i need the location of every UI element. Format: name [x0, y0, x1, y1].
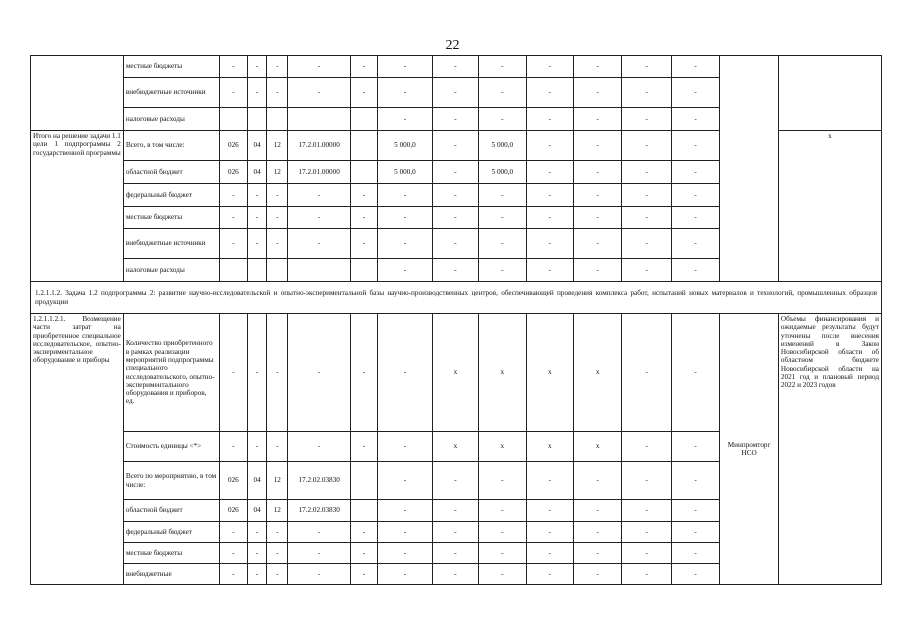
table-cell: -: [350, 56, 377, 78]
table-cell: -: [267, 432, 288, 462]
table-cell: [248, 108, 267, 131]
row-label: местные бюджеты: [123, 207, 219, 229]
table-cell: -: [622, 432, 671, 462]
table-cell: -: [248, 184, 267, 207]
table-cell: [350, 131, 377, 161]
table-cell: -: [671, 78, 719, 108]
table-cell: -: [671, 314, 719, 432]
table-cell: -: [479, 184, 526, 207]
table-cell: -: [526, 500, 573, 522]
table-cell: -: [267, 78, 288, 108]
table-cell: -: [350, 78, 377, 108]
row-label: местные бюджеты: [123, 56, 219, 78]
table-cell: -: [574, 131, 622, 161]
table-cell: [288, 259, 351, 282]
table-cell: -: [288, 314, 351, 432]
table-cell: -: [526, 184, 573, 207]
table-cell: -: [479, 229, 526, 259]
table-row: [31, 56, 882, 78]
table-cell: -: [574, 184, 622, 207]
table-cell: -: [288, 56, 351, 78]
table-cell: -: [432, 229, 478, 259]
table-cell: 17.2.02.03830: [288, 500, 351, 522]
table-cell: -: [671, 462, 719, 500]
table-cell: -: [671, 56, 719, 78]
table-cell: 12: [267, 462, 288, 500]
table-cell: -: [526, 564, 573, 585]
task-band-row: [31, 282, 882, 314]
table-cell: [350, 259, 377, 282]
table-cell: -: [526, 56, 573, 78]
table-cell: -: [526, 229, 573, 259]
table-cell: -: [267, 207, 288, 229]
table-cell: х: [526, 432, 573, 462]
table-cell: -: [219, 543, 247, 564]
table-cell: -: [219, 564, 247, 585]
row-label: федеральный бюджет: [123, 184, 219, 207]
table-cell: -: [378, 207, 433, 229]
table-cell: -: [432, 543, 478, 564]
table-cell: -: [378, 543, 433, 564]
table-cell: -: [248, 314, 267, 432]
table-cell: -: [479, 259, 526, 282]
table-cell: -: [350, 229, 377, 259]
row-label: Всего по мероприятию, в том числе:: [123, 462, 219, 500]
table-cell: -: [671, 432, 719, 462]
block2-note: х: [778, 131, 881, 282]
row-label: местные бюджеты: [123, 543, 219, 564]
table-cell: -: [479, 522, 526, 543]
table-cell: -: [378, 184, 433, 207]
table-cell: -: [526, 78, 573, 108]
table-cell: -: [432, 78, 478, 108]
table-cell: [248, 259, 267, 282]
table-cell: -: [479, 56, 526, 78]
table-cell: х: [526, 314, 573, 432]
table-cell: -: [622, 161, 671, 184]
block2-title: Итого на решение задачи 1.1 цели 1 подпрограммы 2 государственной программы: [31, 131, 124, 282]
page-number: 22: [445, 38, 460, 53]
table-cell: -: [350, 314, 377, 432]
table-cell: -: [574, 522, 622, 543]
table-cell: -: [288, 207, 351, 229]
table-cell: -: [350, 184, 377, 207]
table-cell: 5 000,0: [479, 161, 526, 184]
table-cell: -: [219, 229, 247, 259]
table-cell: [219, 108, 247, 131]
table-cell: -: [378, 500, 433, 522]
table-cell: -: [378, 229, 433, 259]
table-cell: -: [248, 564, 267, 585]
table-cell: х: [479, 432, 526, 462]
table-cell: -: [671, 229, 719, 259]
table-cell: -: [378, 462, 433, 500]
table-cell: -: [378, 78, 433, 108]
table-cell: -: [574, 229, 622, 259]
table-cell: -: [219, 432, 247, 462]
table-cell: -: [288, 543, 351, 564]
table-cell: -: [622, 500, 671, 522]
table-cell: -: [574, 543, 622, 564]
table-cell: -: [378, 522, 433, 543]
table-cell: 04: [248, 131, 267, 161]
table-cell: -: [267, 564, 288, 585]
table-cell: 026: [219, 131, 247, 161]
table-cell: 17.2.01.00000: [288, 131, 351, 161]
table-cell: -: [267, 522, 288, 543]
finance-table: [30, 55, 882, 585]
table-cell: -: [267, 314, 288, 432]
table-cell: -: [219, 522, 247, 543]
table-cell: -: [671, 500, 719, 522]
table-cell: -: [350, 564, 377, 585]
table-cell: -: [219, 207, 247, 229]
table-cell: -: [671, 108, 719, 131]
table-cell: -: [526, 522, 573, 543]
table-cell: 5 000,0: [378, 131, 433, 161]
row-label: налоговые расходы: [123, 108, 219, 131]
table-cell: -: [267, 56, 288, 78]
table-cell: -: [432, 56, 478, 78]
table-cell: -: [622, 131, 671, 161]
table-cell: -: [248, 229, 267, 259]
table-cell: [350, 500, 377, 522]
table-cell: -: [378, 108, 433, 131]
table-cell: х: [479, 314, 526, 432]
table-cell: -: [432, 462, 478, 500]
table-cell: х: [574, 432, 622, 462]
block3-title: 1.2.1.1.2.1. Возмещение части затрат на приобретенное специальное исследовательское, опытно-экспериментальное оборудование и приборы: [31, 314, 124, 585]
table-cell: -: [671, 207, 719, 229]
table-cell: [219, 259, 247, 282]
table-cell: -: [671, 131, 719, 161]
table-cell: -: [479, 78, 526, 108]
table-cell: [288, 108, 351, 131]
table-cell: 17.2.01.00000: [288, 161, 351, 184]
table-cell: -: [248, 78, 267, 108]
table-cell: -: [432, 522, 478, 543]
table-cell: -: [622, 564, 671, 585]
table-cell: -: [288, 78, 351, 108]
table-cell: -: [378, 432, 433, 462]
table-cell: -: [350, 207, 377, 229]
table-cell: -: [622, 543, 671, 564]
table-row: [31, 314, 882, 432]
table-cell: -: [574, 500, 622, 522]
row-label: Стоимость единицы <*>: [123, 432, 219, 462]
table-cell: -: [350, 543, 377, 564]
table-cell: -: [574, 462, 622, 500]
table-cell: -: [432, 500, 478, 522]
table-cell: -: [622, 229, 671, 259]
table-cell: -: [574, 207, 622, 229]
table-cell: -: [432, 207, 478, 229]
table-cell: х: [432, 432, 478, 462]
table-cell: -: [671, 161, 719, 184]
table-cell: -: [350, 522, 377, 543]
table-cell: х: [574, 314, 622, 432]
row-label: внебюджетные: [123, 564, 219, 585]
table-cell: -: [479, 500, 526, 522]
table-cell: -: [574, 259, 622, 282]
table-cell: -: [479, 207, 526, 229]
table-cell: -: [248, 543, 267, 564]
table-cell: -: [248, 432, 267, 462]
table-cell: 04: [248, 462, 267, 500]
table-cell: -: [378, 259, 433, 282]
table-cell: -: [267, 184, 288, 207]
table-cell: -: [574, 564, 622, 585]
row-label: областной бюджет: [123, 161, 219, 184]
table-cell: -: [671, 259, 719, 282]
row-label: налоговые расходы: [123, 259, 219, 282]
table-cell: [350, 462, 377, 500]
table-cell: -: [526, 161, 573, 184]
table-cell: 04: [248, 500, 267, 522]
table-cell: -: [622, 462, 671, 500]
table-cell: -: [526, 108, 573, 131]
table-cell: -: [526, 207, 573, 229]
row-label: внебюджетные источники: [123, 78, 219, 108]
table-cell: 026: [219, 500, 247, 522]
table-cell: -: [432, 259, 478, 282]
row-label: областной бюджет: [123, 500, 219, 522]
table-cell: -: [350, 432, 377, 462]
table-cell: -: [288, 229, 351, 259]
block1-executor-cell: [720, 56, 779, 282]
table-cell: -: [622, 259, 671, 282]
table-cell: 026: [219, 161, 247, 184]
table-cell: -: [479, 564, 526, 585]
table-cell: -: [378, 564, 433, 585]
table-cell: -: [378, 314, 433, 432]
table-cell: -: [622, 108, 671, 131]
table-cell: -: [622, 207, 671, 229]
table-cell: -: [267, 229, 288, 259]
table-cell: [350, 108, 377, 131]
block1-note-cell: [778, 56, 881, 131]
table-cell: -: [671, 543, 719, 564]
table-cell: -: [622, 56, 671, 78]
table-cell: -: [288, 564, 351, 585]
table-cell: -: [526, 543, 573, 564]
table-cell: 12: [267, 161, 288, 184]
table-cell: [267, 108, 288, 131]
table-cell: -: [479, 543, 526, 564]
table-cell: -: [267, 543, 288, 564]
table-cell: -: [248, 522, 267, 543]
table-cell: -: [432, 564, 478, 585]
table-cell: [350, 161, 377, 184]
table-cell: -: [526, 259, 573, 282]
table-cell: -: [432, 184, 478, 207]
table-cell: -: [432, 161, 478, 184]
table-cell: -: [622, 522, 671, 543]
table-cell: -: [574, 56, 622, 78]
table-cell: 5 000,0: [479, 131, 526, 161]
table-cell: -: [432, 131, 478, 161]
table-cell: -: [671, 184, 719, 207]
table-cell: -: [526, 131, 573, 161]
block1-title-cell: [31, 56, 124, 131]
table-cell: 04: [248, 161, 267, 184]
table-cell: 5 000,0: [378, 161, 433, 184]
table-cell: -: [479, 108, 526, 131]
row-label: Количество приобретенного в рамках реализации мероприятий подпрограммы специального исследовательского, опытно-экспериментального оборудования и приборов, ед.: [123, 314, 219, 432]
table-cell: -: [219, 184, 247, 207]
block3-note: Объемы финансирования и ожидаемые результаты будут уточнены после внесения изменений в Закон Новосибирской области об областном бюджете Новосибирской области на 2021 год и плановый период 2022 и 2023 годов: [778, 314, 881, 585]
table-cell: -: [219, 78, 247, 108]
table-cell: -: [288, 432, 351, 462]
table-cell: -: [526, 462, 573, 500]
table-cell: -: [479, 462, 526, 500]
table-cell: -: [622, 78, 671, 108]
table-cell: -: [432, 108, 478, 131]
table-cell: -: [219, 314, 247, 432]
row-label: федеральный бюджет: [123, 522, 219, 543]
table-cell: -: [622, 184, 671, 207]
table-cell: -: [288, 184, 351, 207]
table-cell: х: [432, 314, 478, 432]
table-cell: 12: [267, 131, 288, 161]
block3-executor: Минпромторг НСО: [720, 314, 779, 585]
table-cell: 17.2.02.03830: [288, 462, 351, 500]
table-cell: 12: [267, 500, 288, 522]
table-cell: -: [248, 207, 267, 229]
table-cell: 026: [219, 462, 247, 500]
table-cell: -: [574, 161, 622, 184]
table-cell: -: [671, 564, 719, 585]
table-cell: -: [574, 108, 622, 131]
table-cell: -: [378, 56, 433, 78]
table-cell: -: [671, 522, 719, 543]
row-label: Всего, в том числе:: [123, 131, 219, 161]
table-cell: -: [219, 56, 247, 78]
table-cell: -: [622, 314, 671, 432]
table-cell: [267, 259, 288, 282]
table-cell: -: [248, 56, 267, 78]
task-band: 1.2.1.1.2. Задача 1.2 подпрограммы 2: развитие научно-исследовательской и опытно-экспериментальной базы научно-производственных центров, обеспечивающей проведения комплекса работ, испытаний новых материалов и технологий, промышленных образцов продукции: [31, 282, 882, 314]
row-label: внебюджетные источники: [123, 229, 219, 259]
table-cell: -: [288, 522, 351, 543]
table-cell: -: [574, 78, 622, 108]
